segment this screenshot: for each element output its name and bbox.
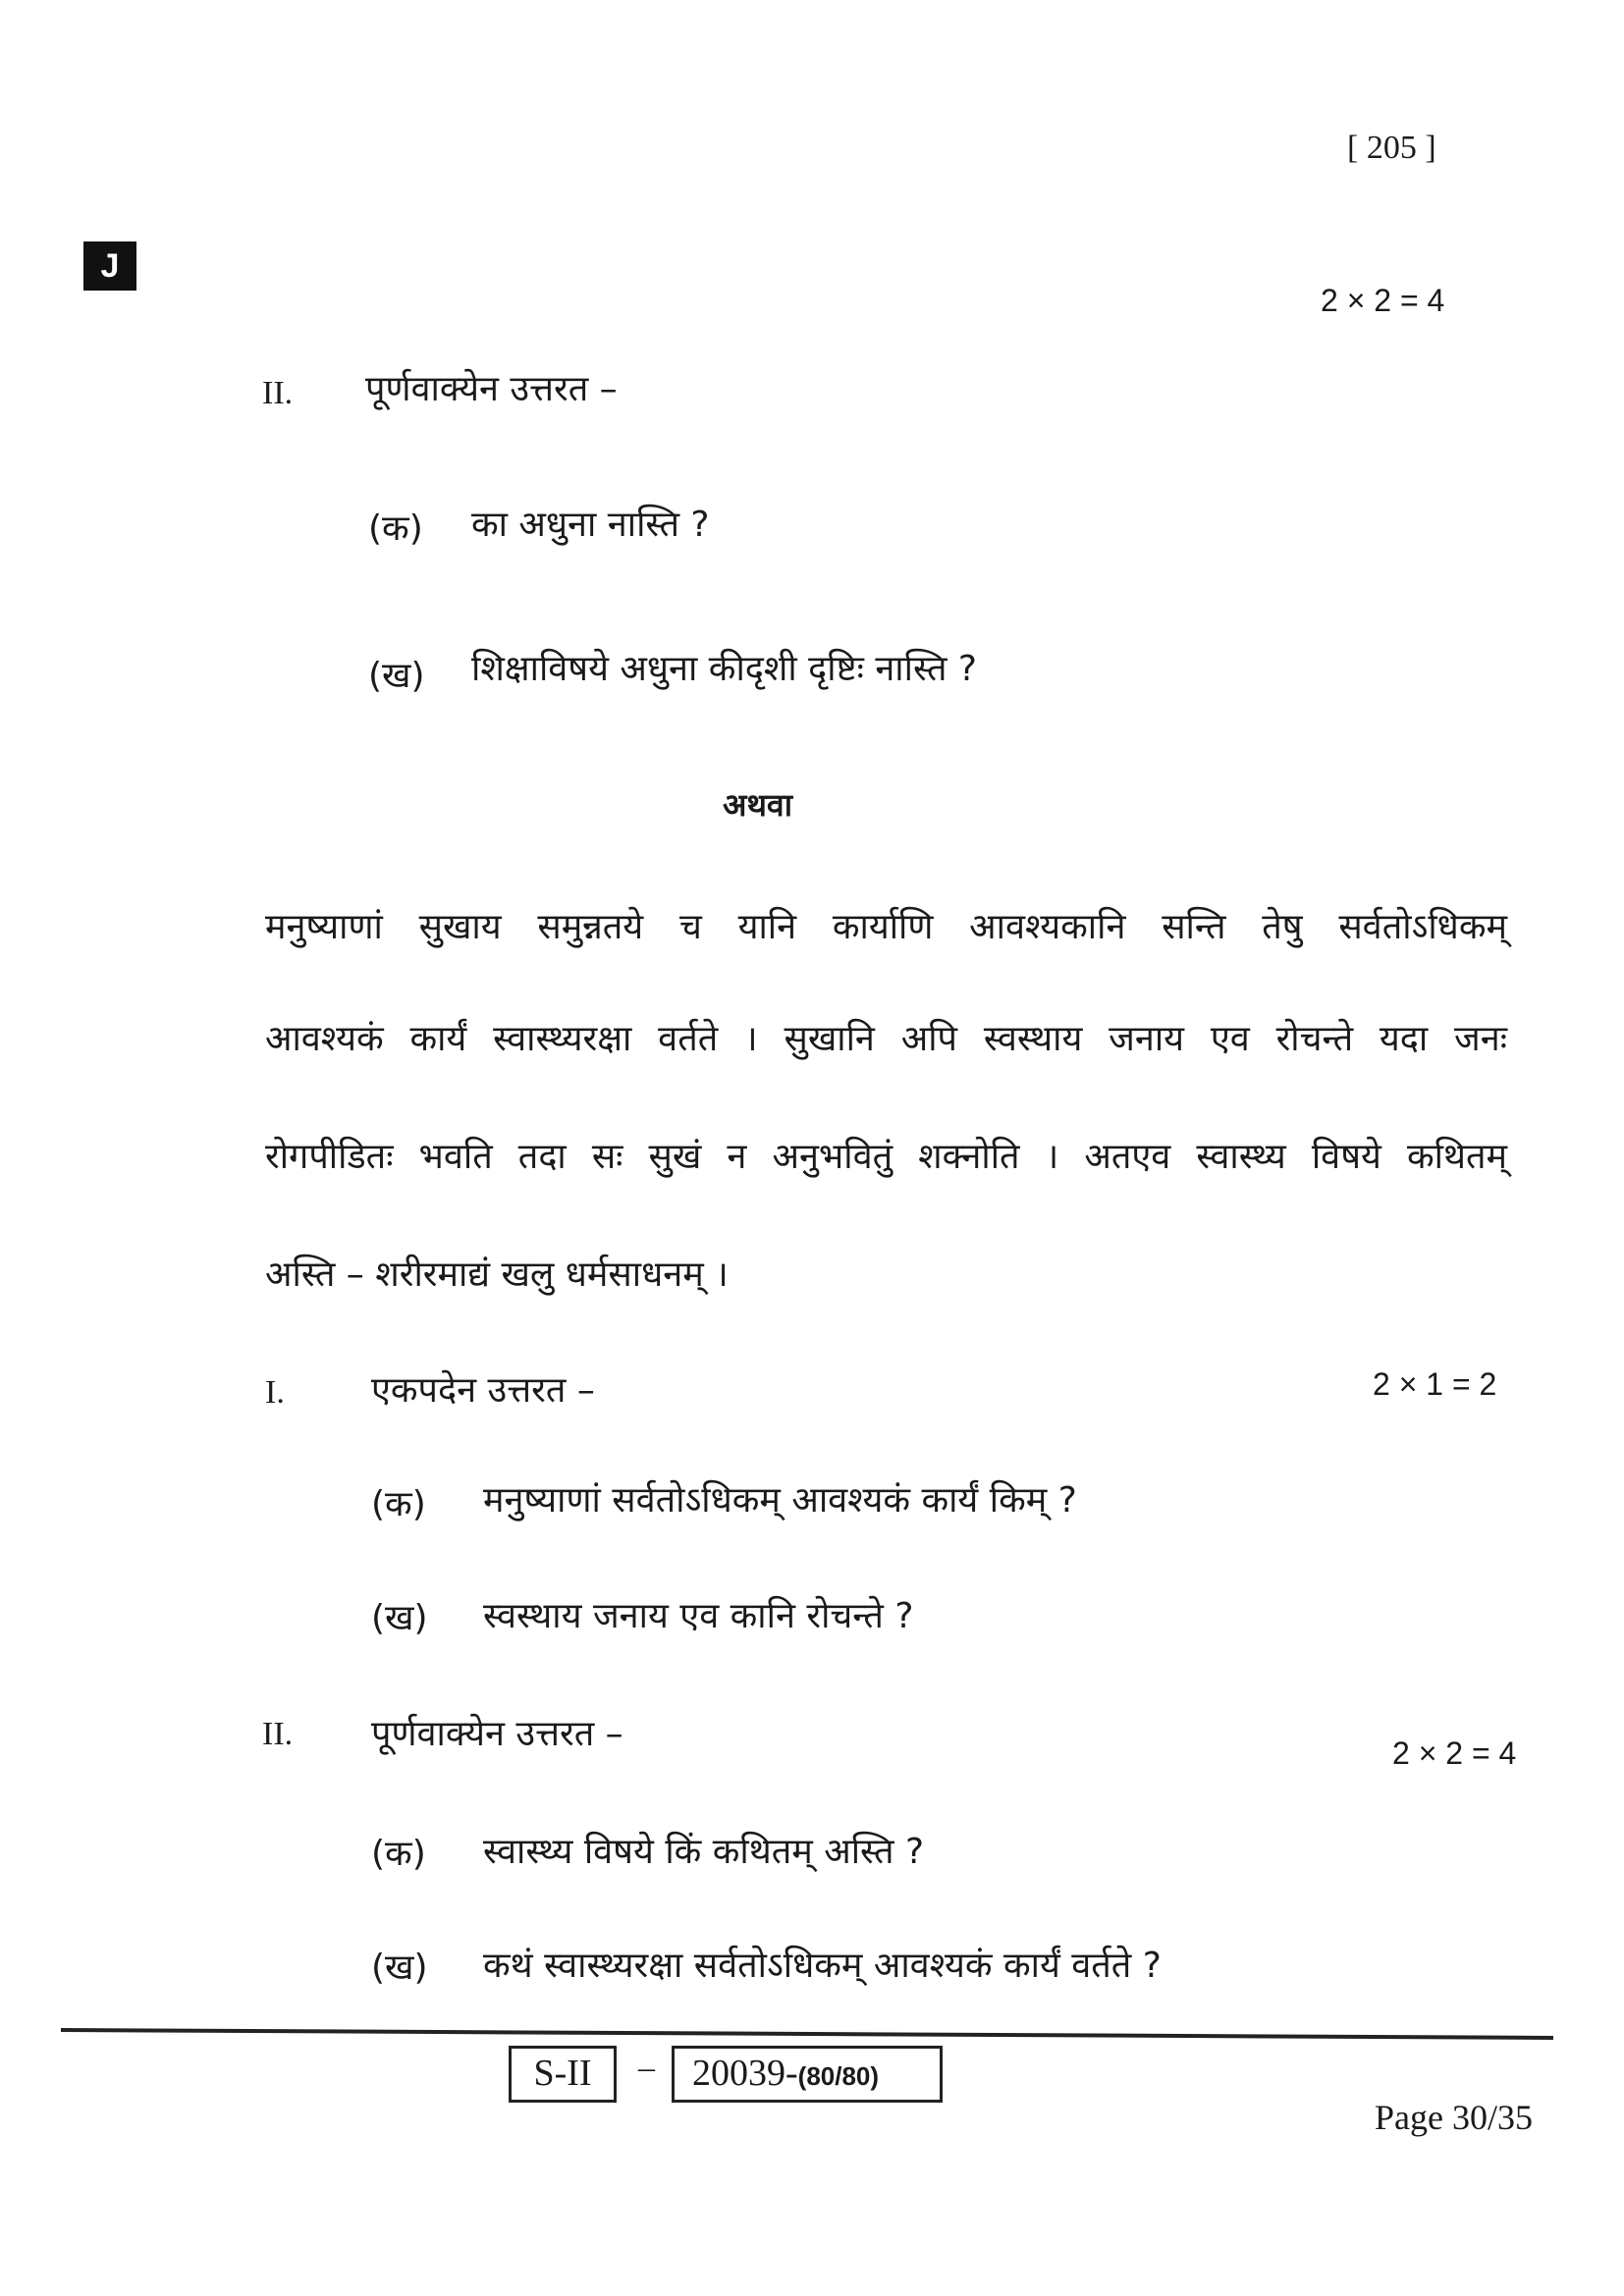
section-num: II. bbox=[262, 375, 294, 411]
question-label: (क) bbox=[368, 508, 423, 549]
question-text: स्वस्थाय जनाय एव कानि रोचन्ते ? bbox=[483, 1596, 914, 1636]
page-code: [ 205 ] bbox=[1347, 130, 1436, 166]
passage-line: रोगपीडितः भवति तदा सः सुखं न अनुभवितुं शक्नोति । अतएव स्वास्थ्य विषये कथितम् bbox=[265, 1137, 1507, 1177]
section-title: पूर्णवाक्येन उत्तरत – bbox=[371, 1714, 623, 1754]
footer-rule bbox=[61, 2028, 1553, 2040]
question-text: कथं स्वास्थ्यरक्षा सर्वतोऽधिकम् आवश्यकं कार्यं वर्तते ? bbox=[483, 1946, 1162, 1986]
section-num: II. bbox=[262, 1716, 294, 1752]
page-number: Page 30/35 bbox=[1375, 2098, 1533, 2137]
marks: 2 × 2 = 4 bbox=[1392, 1735, 1517, 1771]
set-label: J bbox=[83, 241, 136, 291]
marks: 2 × 1 = 2 bbox=[1373, 1366, 1497, 1402]
or-heading: अथवा bbox=[723, 786, 792, 824]
section-num: I. bbox=[265, 1374, 285, 1411]
series-box: S-II bbox=[509, 2046, 617, 2103]
paper-code-suffix: (80/80) bbox=[797, 2061, 880, 2091]
question-label: (ख) bbox=[371, 1948, 428, 1988]
code-box bbox=[672, 2046, 943, 2103]
section-title: पूर्णवाक्येन उत्तरत – bbox=[365, 369, 618, 409]
question-label: (क) bbox=[371, 1484, 426, 1524]
marks-p1-ii: 2 × 2 = 4 bbox=[1321, 283, 1445, 318]
question-text: स्वास्थ्य विषये किं कथितम् अस्ति ? bbox=[483, 1832, 925, 1872]
section-title: एकपदेन उत्तरत – bbox=[371, 1370, 595, 1411]
footer-dash: – bbox=[638, 2050, 655, 2086]
question-label: (ख) bbox=[371, 1598, 428, 1638]
question-text: का अधुना नास्ति ? bbox=[471, 505, 710, 545]
question-text: शिक्षाविषये अधुना कीदृशी दृष्टिः नास्ति ? bbox=[471, 649, 978, 689]
question-text: मनुष्याणां सर्वतोऽधिकम् आवश्यकं कार्यं किम् ? bbox=[483, 1480, 1077, 1521]
question-label: (ख) bbox=[368, 656, 425, 696]
passage-line: अस्ति – शरीरमाद्यं खलु धर्मसाधनम् । bbox=[265, 1255, 729, 1295]
passage-line: मनुष्याणां सुखाय समुन्नतये च यानि कार्याणि आवश्यकानि सन्ति तेषु सर्वतोऽधिकम् bbox=[265, 907, 1507, 947]
passage-line: आवश्यकं कार्यं स्वास्थ्यरक्षा वर्तते । सुखानि अपि स्वस्थाय जनाय एव रोचन्ते यदा जनः bbox=[265, 1019, 1507, 1059]
question-label: (क) bbox=[371, 1834, 426, 1874]
paper-code: 20039- bbox=[692, 2053, 798, 2094]
